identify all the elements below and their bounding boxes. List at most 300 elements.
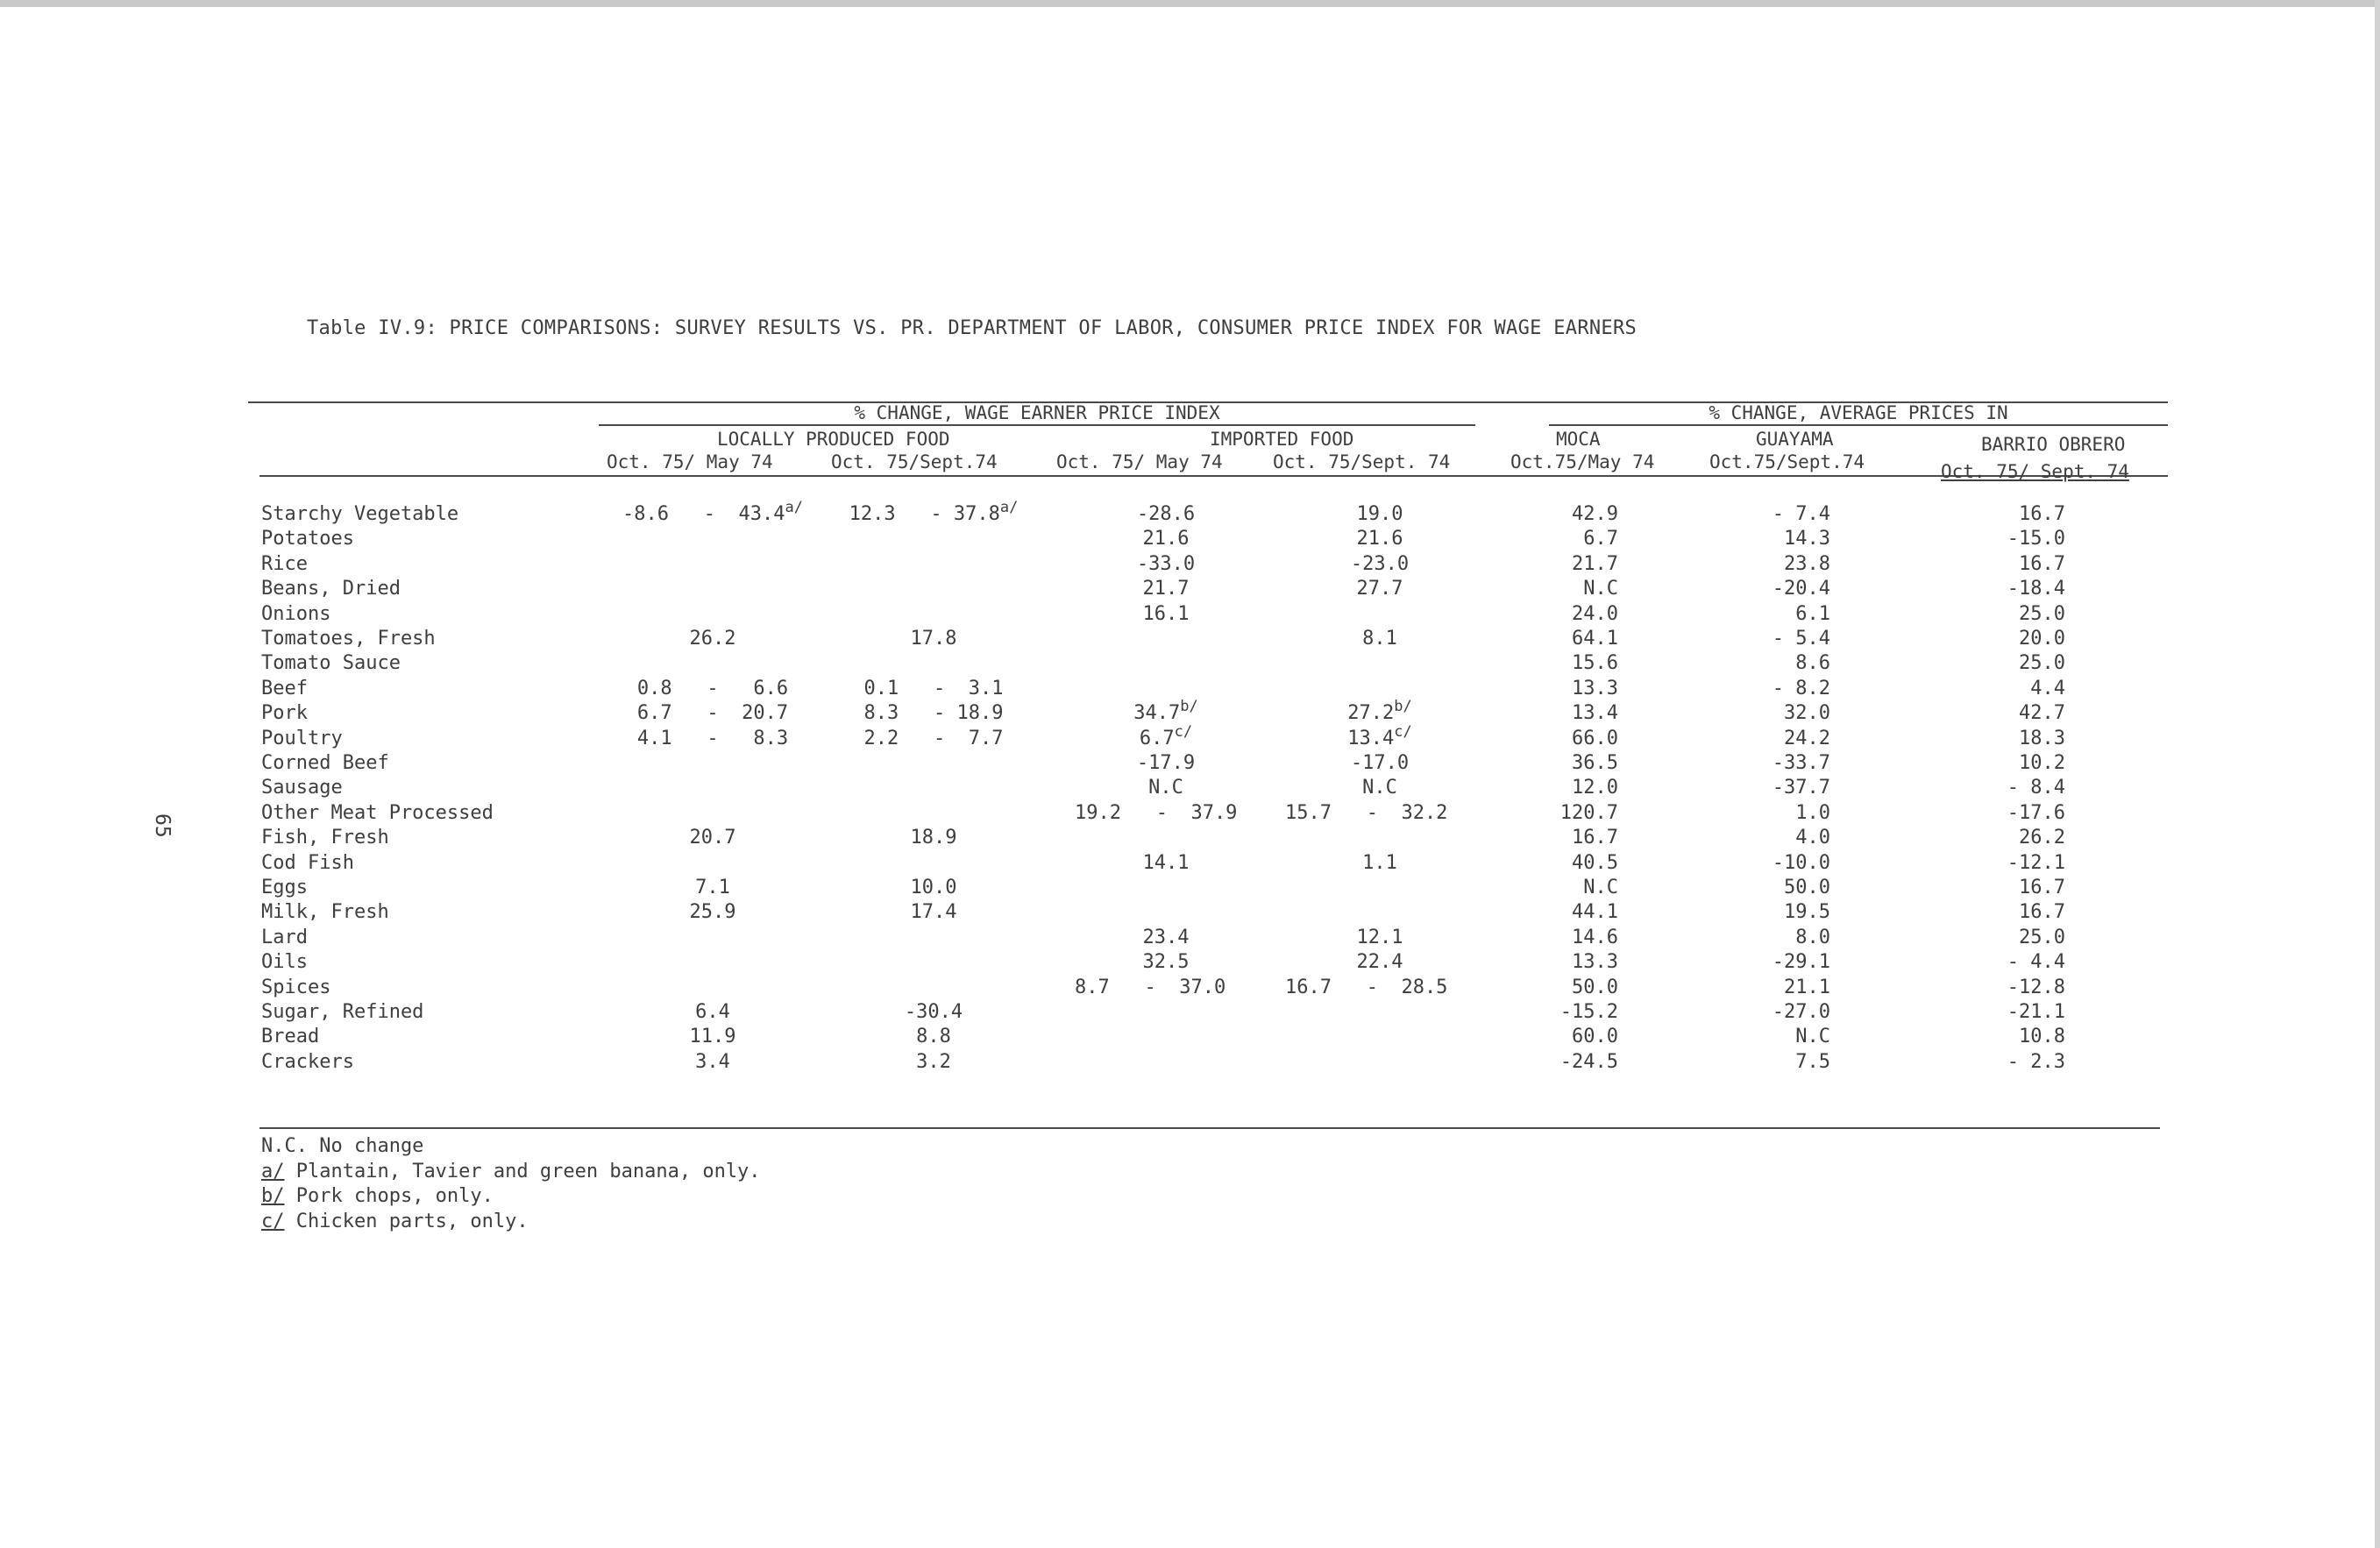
cell-barrio	[2019, 901, 2065, 924]
cell-value: -17.6	[2007, 801, 2065, 824]
cell-value: Spices	[261, 976, 331, 998]
cell-value: 8.1	[1362, 628, 1397, 650]
cell-value: - 4.4	[2007, 951, 2065, 974]
cell-value: 21.6	[1142, 528, 1190, 550]
cell-barrio	[2019, 628, 2065, 650]
cell-value: 12.3 - 37.8	[849, 503, 1000, 525]
cell-value: 4.4	[2030, 677, 2065, 699]
cell-item	[261, 553, 308, 576]
cell-moca	[1572, 628, 1618, 650]
cell-value: - 8.4	[2007, 777, 2065, 799]
cell-value: Corned Beef	[261, 752, 389, 774]
cell-imp-may	[1087, 722, 1245, 751]
footnote-b-text: Pork chops, only.	[284, 1185, 494, 1207]
cell-value: -17.9	[1136, 752, 1196, 774]
cell-value: 17.4	[910, 901, 957, 924]
cell-guayama	[1795, 652, 1830, 675]
cell-moca	[1572, 603, 1618, 626]
cell-imp-sep	[1301, 628, 1459, 650]
cell-imp-range-sep	[1285, 802, 1447, 825]
cell-guayama	[1795, 603, 1830, 626]
cell-value: 19.2 - 37.9	[1075, 801, 1238, 824]
cell-value: 4.0	[1795, 827, 1830, 849]
cell-barrio	[2019, 752, 2065, 775]
cell-value: 27.7	[1356, 578, 1403, 600]
cell-guayama	[1773, 852, 1830, 875]
cell-value: 7.5	[1795, 1050, 1830, 1073]
cell-value: 16.7	[2019, 877, 2065, 898]
table-row	[0, 752, 2380, 777]
cell-imp-sep	[1301, 927, 1459, 949]
cell-value: 23.4	[1142, 926, 1190, 948]
cell-value: 42.7	[2019, 702, 2065, 725]
cell-item	[261, 901, 389, 924]
cell-value: - 8.2	[1772, 677, 1830, 699]
table-row	[0, 852, 2380, 877]
cell-value: 0.1 - 3.1	[863, 677, 1004, 699]
header-guayama: GUAYAMA	[1756, 429, 1834, 450]
cell-value: 16.7 - 28.5	[1285, 976, 1448, 998]
cell-item	[261, 777, 343, 799]
cell-value: 8.6	[1795, 652, 1830, 675]
header-period-local-may: Oct. 75/ May 74	[607, 451, 773, 472]
cell-value: -21.1	[2007, 1001, 2065, 1023]
footnote-c-text: Chicken parts, only.	[284, 1210, 529, 1232]
cell-loc-sep	[824, 901, 1043, 924]
cell-value: -20.4	[1772, 578, 1830, 600]
footnote-a	[261, 1160, 761, 1185]
cell-value: 21.6	[1356, 528, 1403, 550]
cell-value: 8.0	[1795, 926, 1830, 948]
table-row	[0, 1026, 2380, 1050]
cell-imp-sep	[1301, 777, 1459, 799]
footnotes	[261, 1134, 761, 1234]
table-row	[0, 827, 2380, 851]
cell-value: Oils	[261, 951, 308, 974]
cell-item	[261, 827, 389, 849]
cell-item	[261, 877, 308, 899]
cell-barrio	[2019, 553, 2065, 576]
cell-value: -27.0	[1772, 1001, 1830, 1023]
table-title: Table IV.9: PRICE COMPARISONS: SURVEY RESULTS VS. PR. DEPARTMENT OF LABOR, CONSUMER PRICE INDEX FOR WAGE EARNERS	[307, 317, 1638, 339]
cell-loc-may	[603, 499, 822, 527]
cell-moca	[1572, 728, 1618, 750]
cell-guayama	[1784, 728, 1830, 750]
cell-value: 42.9	[1572, 503, 1618, 525]
footnote-c-mark: c/	[261, 1210, 285, 1232]
cell-guayama	[1773, 1001, 1830, 1024]
cell-barrio	[2007, 1051, 2065, 1074]
cell-loc-may	[603, 877, 822, 899]
cell-value: 19.5	[1784, 901, 1830, 924]
cell-moca	[1572, 1026, 1618, 1048]
cell-value: Milk, Fresh	[261, 901, 389, 924]
cell-guayama	[1784, 877, 1830, 899]
cell-value: -28.6	[1136, 503, 1196, 525]
cell-guayama	[1795, 1051, 1830, 1074]
cell-value: Beef	[261, 677, 308, 699]
cell-value: 13.4	[1347, 727, 1395, 749]
cell-guayama	[1773, 951, 1830, 974]
table-row	[0, 528, 2380, 552]
footnote-a-text: Plantain, Tavier and green banana, only.	[284, 1160, 761, 1182]
header-period-barrio: Oct. 75/ Sept. 74	[1941, 461, 2129, 482]
cell-barrio	[2007, 578, 2065, 600]
cell-value: 10.8	[2019, 1026, 2065, 1048]
cell-loc-sep	[824, 628, 1043, 650]
cell-value: -15.0	[2007, 528, 2065, 550]
cell-value: 1.0	[1795, 801, 1830, 824]
cell-value: 22.4	[1356, 951, 1403, 974]
cell-value: 1.1	[1362, 851, 1397, 874]
cell-item	[261, 802, 494, 825]
cell-moca	[1572, 777, 1618, 799]
cell-value: 6.7	[1139, 727, 1175, 749]
cell-value: 27.2	[1347, 702, 1395, 725]
cell-value: - 7.4	[1772, 503, 1830, 525]
header-period-imported-sept: Oct. 75/Sept. 74	[1273, 451, 1451, 472]
cell-value: Bread	[261, 1026, 320, 1048]
cell-value: 13.3	[1572, 951, 1618, 974]
table-row	[0, 877, 2380, 901]
cell-value: -37.7	[1772, 777, 1830, 799]
footnote-reference: c/	[1174, 722, 1193, 741]
cell-loc-may	[603, 678, 822, 700]
cell-moca	[1560, 802, 1618, 825]
cell-loc-sep	[824, 877, 1043, 899]
cell-imp-may	[1087, 553, 1245, 576]
cell-barrio	[2019, 728, 2065, 750]
footnote-b-mark: b/	[261, 1185, 285, 1207]
cell-value: -18.4	[2007, 578, 2065, 600]
cell-loc-may	[603, 1001, 822, 1024]
cell-value: 50.0	[1572, 976, 1618, 998]
table-row	[0, 553, 2380, 578]
cell-value: 14.3	[1784, 528, 1830, 550]
cell-loc-sep	[824, 728, 1043, 750]
cell-imp-sep	[1301, 698, 1459, 726]
cell-moca	[1572, 503, 1618, 526]
cell-imp-may	[1087, 777, 1245, 799]
cell-value: N.C	[1362, 777, 1397, 799]
cell-value: Other Meat Processed	[261, 801, 494, 824]
wage-group-rule	[599, 424, 1475, 426]
cell-value: 15.6	[1572, 652, 1618, 675]
cell-item	[261, 951, 308, 974]
cell-imp-may	[1087, 698, 1245, 726]
table-row	[0, 652, 2380, 677]
cell-value: 66.0	[1572, 727, 1618, 749]
cell-value: 32.5	[1142, 951, 1190, 974]
cell-moca	[1583, 578, 1618, 600]
cell-value: 16.7	[2019, 503, 2065, 525]
cell-value: N.C	[1148, 777, 1183, 799]
footnote-b	[261, 1184, 761, 1210]
cell-guayama	[1784, 528, 1830, 550]
cell-value: -33.0	[1136, 552, 1196, 575]
cell-value: Cod Fish	[261, 851, 354, 874]
cell-value: 18.3	[2019, 727, 2065, 749]
cell-barrio	[2019, 503, 2065, 526]
cell-imp-sep	[1301, 578, 1459, 600]
cell-item	[261, 1051, 354, 1074]
avg-group-rule	[1549, 424, 2168, 426]
cell-value: 16.7	[2019, 552, 2065, 575]
footnote-reference: a/	[999, 499, 1019, 516]
cell-item	[261, 752, 389, 775]
cell-item	[261, 628, 436, 650]
cell-imp-range-may	[1075, 976, 1226, 999]
cell-value: Tomato Sauce	[261, 652, 401, 675]
cell-loc-sep	[824, 678, 1043, 700]
cell-item	[261, 652, 401, 675]
cell-moca	[1560, 1001, 1618, 1024]
cell-value: 16.7	[2019, 901, 2065, 924]
cell-loc-sep	[824, 1026, 1043, 1048]
cell-loc-may	[603, 628, 822, 650]
cell-guayama	[1773, 752, 1830, 775]
cell-barrio	[2019, 827, 2065, 849]
cell-value: 24.0	[1572, 602, 1618, 625]
cell-imp-sep	[1301, 852, 1459, 875]
cell-guayama	[1773, 628, 1830, 650]
cell-imp-may	[1087, 603, 1245, 626]
header-bottom-rule	[259, 475, 2168, 477]
cell-imp-sep	[1301, 951, 1459, 974]
cell-value: -23.0	[1350, 552, 1410, 575]
cell-value: 16.7	[1572, 827, 1618, 849]
cell-item	[261, 728, 343, 750]
cell-value: Eggs	[261, 877, 308, 898]
cell-value: -29.1	[1772, 951, 1830, 974]
cell-guayama	[1795, 827, 1830, 849]
cell-value: -33.7	[1772, 752, 1830, 774]
footnote-reference: b/	[1394, 698, 1412, 716]
cell-barrio	[2007, 777, 2065, 799]
cell-value: 25.0	[2019, 602, 2065, 625]
cell-loc-sep	[824, 702, 1043, 725]
cell-imp-sep	[1301, 722, 1459, 751]
cell-guayama	[1784, 976, 1830, 999]
cell-guayama	[1795, 927, 1830, 949]
cell-moca	[1572, 553, 1618, 576]
cell-value: 6.1	[1795, 602, 1830, 625]
cell-guayama	[1773, 777, 1830, 799]
cell-barrio	[2019, 927, 2065, 949]
cell-imp-may	[1087, 951, 1245, 974]
cell-value: 3.2	[916, 1050, 951, 1073]
cell-value: -10.0	[1772, 851, 1830, 874]
cell-value: 21.7	[1572, 552, 1618, 575]
cell-value: 120.7	[1559, 801, 1618, 824]
cell-value: 34.7	[1133, 702, 1181, 725]
cell-guayama	[1784, 702, 1830, 725]
cell-value: 40.5	[1572, 851, 1618, 874]
cell-imp-may	[1087, 927, 1245, 949]
footnote-reference: b/	[1180, 698, 1198, 716]
cell-loc-sep	[824, 827, 1043, 849]
cell-moca	[1560, 1051, 1618, 1074]
cell-item	[261, 927, 308, 949]
table-row	[0, 927, 2380, 951]
cell-moca	[1583, 528, 1618, 550]
cell-value: 13.3	[1572, 677, 1618, 699]
cell-moca	[1572, 652, 1618, 675]
cell-item	[261, 1026, 319, 1048]
cell-value: 10.2	[2019, 752, 2065, 774]
cell-barrio	[2007, 1001, 2065, 1024]
cell-loc-may	[603, 901, 822, 924]
header-wage-group: % CHANGE, WAGE EARNER PRICE INDEX	[854, 402, 1220, 423]
cell-imp-sep	[1301, 528, 1459, 550]
cell-imp-range-may	[1075, 802, 1237, 825]
cell-value: 6.7	[1583, 528, 1618, 550]
cell-barrio	[2019, 1026, 2065, 1048]
footnote-c	[261, 1210, 761, 1235]
cell-value: -24.5	[1559, 1050, 1618, 1073]
header-avg-group: % CHANGE, AVERAGE PRICES IN	[1709, 402, 2008, 423]
table-row	[0, 499, 2380, 528]
cell-value: 32.0	[1784, 702, 1830, 725]
cell-value: 36.5	[1572, 752, 1618, 774]
cell-value: Onions	[261, 602, 331, 625]
cell-value: N.C	[1583, 877, 1618, 898]
cell-value: -12.8	[2007, 976, 2065, 998]
footnote-reference: a/	[785, 499, 803, 516]
scan-top-edge	[0, 0, 2380, 7]
footnote-a-mark: a/	[261, 1160, 285, 1182]
cell-value: Poultry	[261, 727, 343, 749]
cell-barrio	[2007, 528, 2065, 550]
cell-moca	[1572, 827, 1618, 849]
cell-item	[261, 503, 458, 526]
cell-value: 18.9	[910, 827, 957, 849]
cell-value: 8.8	[916, 1026, 951, 1048]
cell-moca	[1572, 976, 1618, 999]
cell-barrio	[2019, 603, 2065, 626]
cell-loc-may	[603, 827, 822, 849]
cell-value: 21.1	[1784, 976, 1830, 998]
cell-item	[261, 852, 354, 875]
cell-value: 12.1	[1356, 926, 1403, 948]
table-row	[0, 603, 2380, 628]
cell-value: 20.0	[2019, 628, 2065, 650]
cell-guayama	[1784, 553, 1830, 576]
cell-value: Lard	[261, 926, 308, 948]
cell-value: -15.2	[1559, 1001, 1618, 1023]
table-row	[0, 628, 2380, 652]
cell-value: 15.7 - 32.2	[1285, 801, 1448, 824]
cell-value: -17.0	[1350, 752, 1410, 774]
cell-imp-sep	[1301, 503, 1459, 526]
cell-moca	[1572, 951, 1618, 974]
cell-moca	[1572, 678, 1618, 700]
header-local-food: LOCALLY PRODUCED FOOD	[717, 429, 950, 450]
cell-value: 25.0	[2019, 926, 2065, 948]
cell-imp-may	[1087, 503, 1245, 526]
cell-barrio	[2019, 702, 2065, 725]
cell-barrio	[2007, 802, 2065, 825]
header-period-imported-may: Oct. 75/ May 74	[1056, 451, 1223, 472]
table-row	[0, 951, 2380, 976]
header-period-guayama: Oct.75/Sept.74	[1709, 451, 1865, 472]
cell-value: 13.4	[1572, 702, 1618, 725]
cell-guayama	[1795, 802, 1830, 825]
cell-barrio	[2019, 877, 2065, 899]
cell-loc-may	[603, 702, 822, 725]
page-number: 65	[151, 813, 174, 838]
cell-value: Crackers	[261, 1050, 354, 1073]
cell-value: 25.0	[2019, 652, 2065, 675]
header-imported-food: IMPORTED FOOD	[1210, 429, 1354, 450]
cell-barrio	[2030, 678, 2065, 700]
cell-value: 8.7 - 37.0	[1075, 976, 1226, 998]
header-moca: MOCA	[1556, 429, 1601, 450]
cell-item	[261, 678, 308, 700]
header-period-moca: Oct.75/May 74	[1510, 451, 1655, 472]
cell-imp-range-sep	[1285, 976, 1447, 999]
cell-value: Sausage	[261, 777, 343, 799]
cell-value: 26.2	[2019, 827, 2065, 849]
cell-loc-sep	[824, 1001, 1043, 1024]
cell-barrio	[2007, 951, 2065, 974]
cell-value: 0.8 - 6.6	[636, 677, 789, 699]
cell-loc-may	[603, 1026, 822, 1048]
cell-value: Potatoes	[261, 528, 354, 550]
table-row	[0, 777, 2380, 801]
cell-value: -12.1	[2007, 851, 2065, 874]
cell-value: N.C	[1583, 578, 1618, 600]
cell-value: 64.1	[1572, 628, 1618, 650]
table-row	[0, 722, 2380, 752]
cell-value: 11.9	[689, 1026, 736, 1048]
cell-value: 21.7	[1142, 578, 1190, 600]
cell-guayama	[1795, 1026, 1830, 1048]
cell-loc-may	[603, 728, 822, 750]
cell-value: 8.3 - 18.9	[863, 702, 1004, 725]
cell-item	[261, 603, 330, 626]
cell-value: Starchy Vegetable	[261, 503, 459, 525]
cell-guayama	[1773, 503, 1830, 526]
cell-value: 3.4	[695, 1050, 730, 1073]
cell-value: 12.0	[1572, 777, 1618, 799]
cell-item	[261, 702, 308, 725]
cell-value: - 2.3	[2007, 1050, 2065, 1073]
table-row	[0, 1051, 2380, 1076]
cell-value: Pork	[261, 702, 308, 725]
cell-value: 25.9	[689, 901, 736, 924]
cell-moca	[1583, 877, 1618, 899]
cell-item	[261, 1001, 423, 1024]
cell-value: 2.2 - 7.7	[863, 727, 1004, 749]
cell-item	[261, 578, 401, 600]
table-row	[0, 901, 2380, 926]
cell-value: 19.0	[1356, 503, 1403, 525]
cell-value: 17.8	[910, 628, 957, 650]
cell-imp-sep	[1301, 553, 1459, 576]
cell-barrio	[2007, 852, 2065, 875]
table-row	[0, 578, 2380, 602]
header-period-local-sept: Oct. 75/Sept.74	[831, 451, 998, 472]
cell-value: 24.2	[1784, 727, 1830, 749]
cell-guayama	[1784, 901, 1830, 924]
cell-value: 16.1	[1142, 602, 1190, 625]
cell-imp-may	[1087, 752, 1245, 775]
cell-imp-may	[1087, 852, 1245, 875]
cell-value: 10.0	[910, 877, 957, 898]
cell-value: 20.7	[689, 827, 736, 849]
cell-value: Rice	[261, 552, 308, 575]
